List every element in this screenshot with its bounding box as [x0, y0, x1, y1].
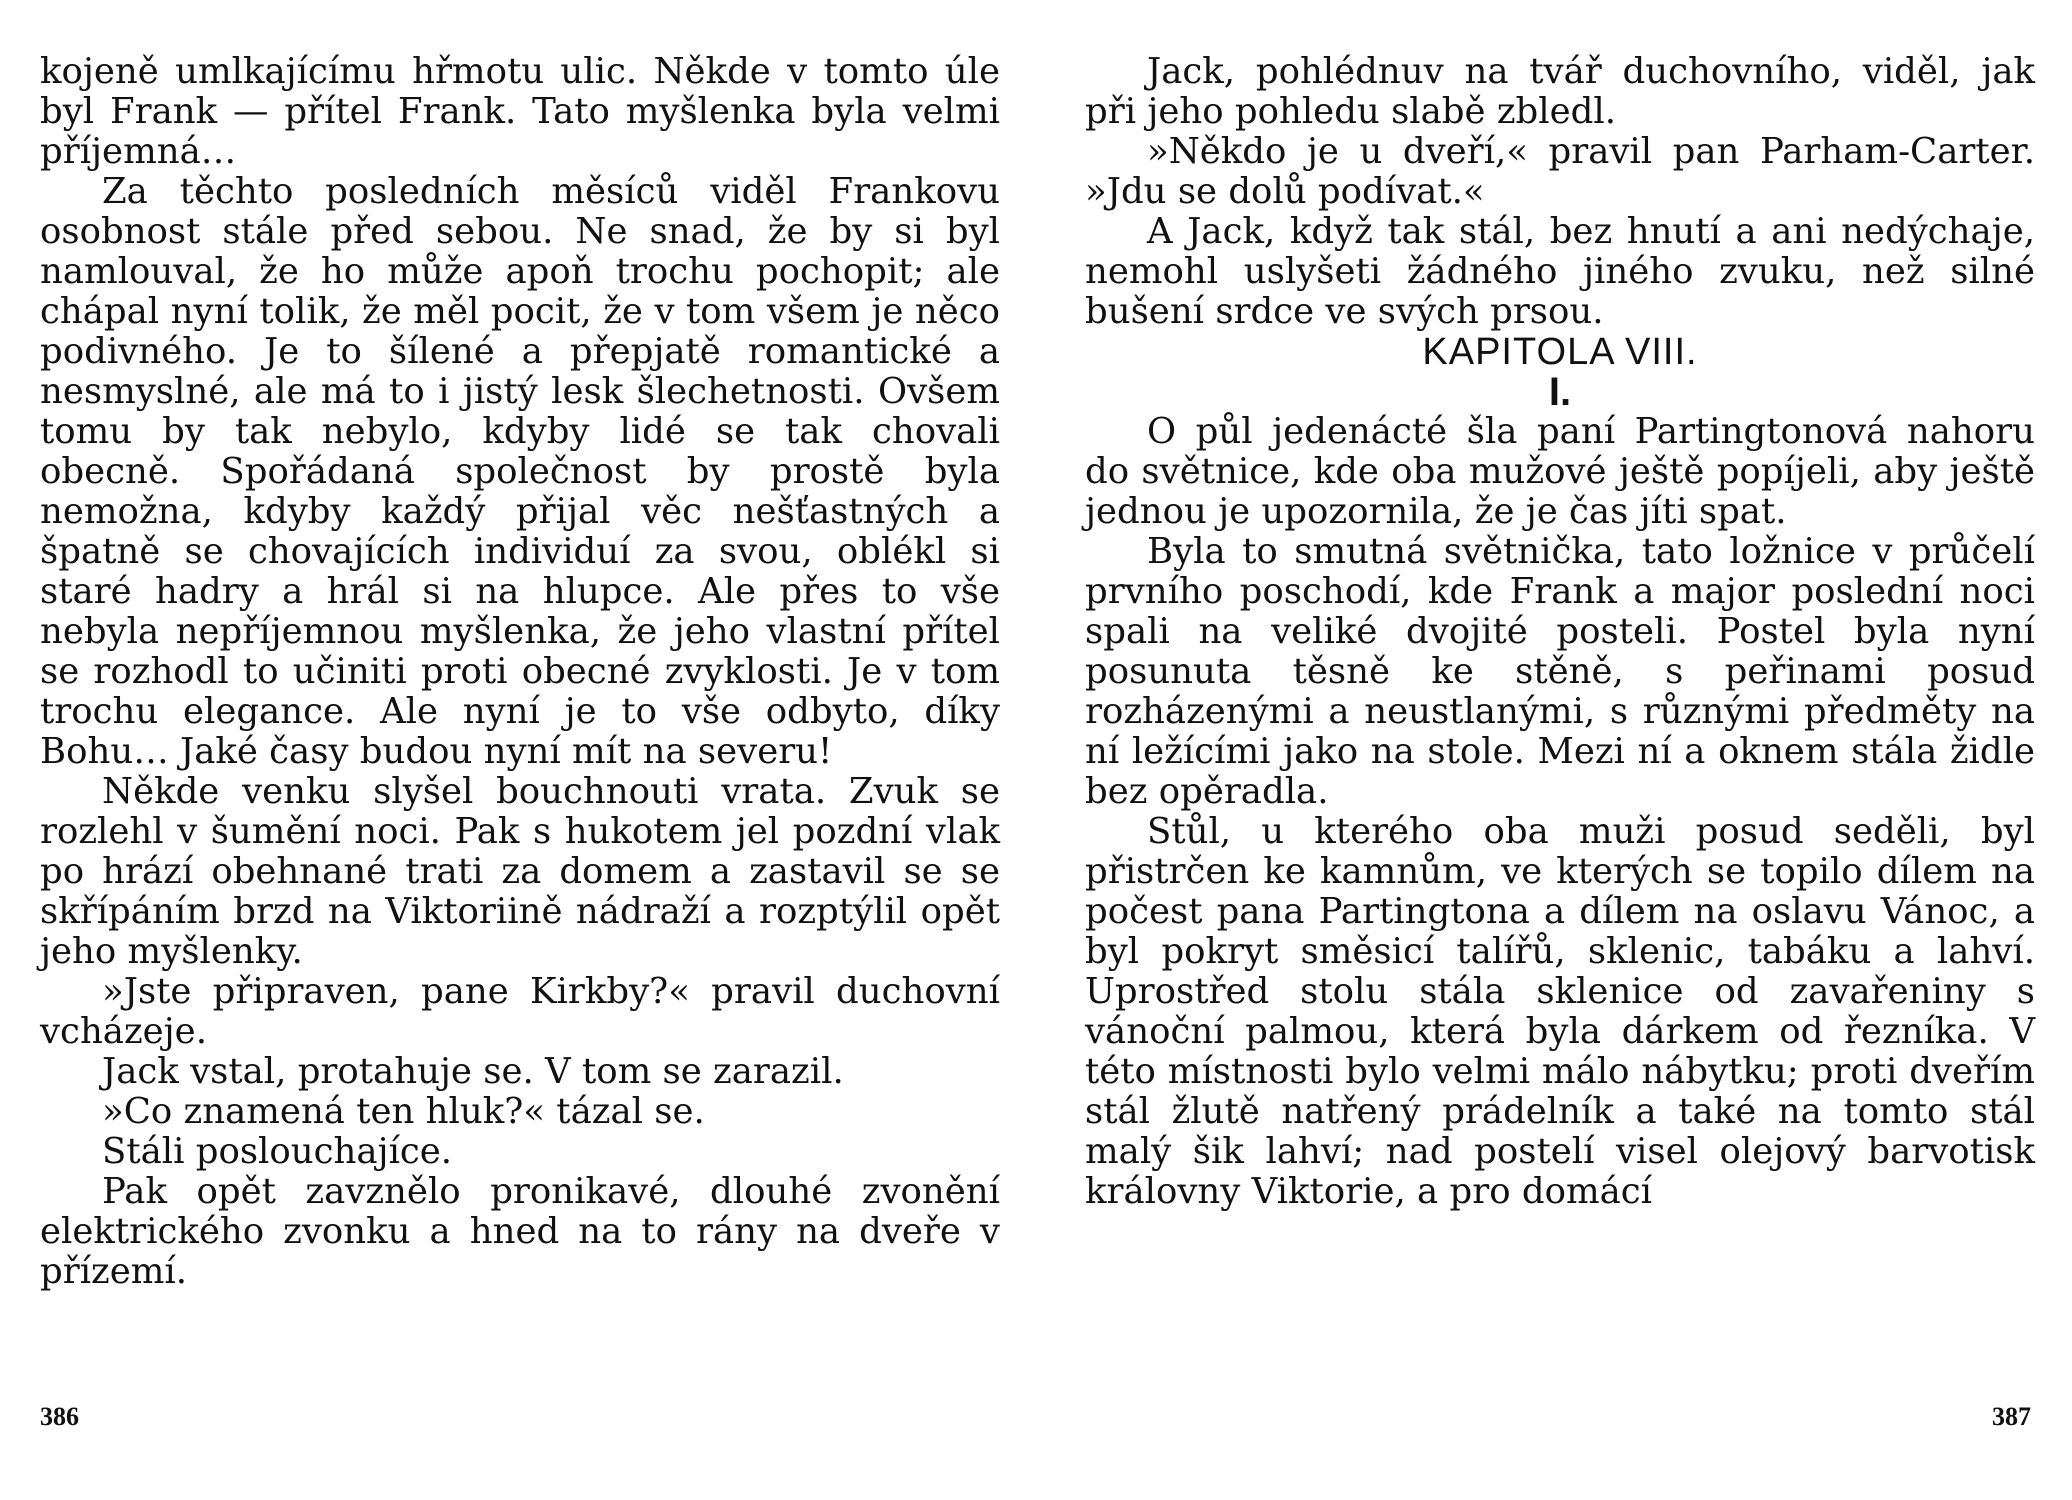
- paragraph: »Jste připraven, pane Kirkby?« pravil duchovní vcházeje.: [40, 971, 1000, 1052]
- paragraph: A Jack, když tak stál, bez hnutí a ani nedýchaje, nemohl uslyšeti žádného jiného zvuku, než silné bušení srdce ve svých prsou.: [1085, 211, 2035, 332]
- paragraph: O půl jedenácté šla paní Partingtonová nahoru do světnice, kde oba mužové ještě popíjeli, aby ještě jednou je upozornila, že je čas jíti spat.: [1085, 411, 2035, 532]
- page-number-left: 386: [40, 1402, 79, 1431]
- left-page: [40, 52, 1000, 1292]
- paragraph: Stáli poslouchajíce.: [102, 1131, 453, 1172]
- section-heading: I.: [1548, 370, 1572, 414]
- paragraph: »Někdo je u dveří,« pravil pan Parham-Carter. »Jdu se dolů podívat.«: [1085, 131, 2035, 212]
- paragraph: Byla to smutná světnička, tato ložnice v průčelí prvního poschodí, kde Frank a major poslední noci spali na veliké dvojité posteli. Postel byla nyní posunuta těsně ke stěně, s peřinami posud rozházenými a neustlanými, s různými předměty na ní ležícími jako na stole. Mezi ní a oknem stála židle bez opěradla.: [1085, 531, 2035, 812]
- paragraph: »Co znamená ten hluk?« tázal se.: [102, 1091, 705, 1132]
- paragraph: Jack, pohlédnuv na tvář duchovního, viděl, jak při jeho pohledu slabě zbledl.: [1085, 51, 2035, 132]
- paragraph: Někde venku slyšel bouchnouti vrata. Zvuk se rozlehl v šumění noci. Pak s hukotem jel pozdní vlak po hrází obehnané trati za domem a zastavil se se skřípáním brzd na Viktoriině nádraží a rozptýlil opět jeho myšlenky.: [40, 771, 1000, 972]
- paragraph: Stůl, u kterého oba muži posud seděli, byl přistrčen ke kamnům, ve kterých se topilo dílem na počest pana Partingtona a dílem na oslavu Vánoc, a byl pokryt směsicí talířů, sklenic, tabáku a lahví. Uprostřed stolu stála sklenice od zavařeniny s vánoční palmou, která byla dárkem od řezníka. V této místnosti bylo velmi málo nábytku; proti dveřím stál žlutě natřený prádelník a také na tomto stál malý šik lahví; nad postelí visel olejový barvotisk královny Viktorie, a pro domácí: [1085, 811, 2035, 1212]
- chapter-heading: KAPITOLA VIII.: [1422, 331, 1698, 373]
- right-page: [1085, 52, 2035, 1212]
- paragraph: Pak opět zavznělo pronikavé, dlouhé zvonění elektrického zvonku a hned na to rány na dveře v přízemí.: [40, 1171, 1000, 1292]
- paragraph: Jack vstal, protahuje se. V tom se zarazil.: [102, 1051, 844, 1092]
- paragraph: kojeně umlkajícímu hřmotu ulic. Někde v tomto úle byl Frank — přítel Frank. Tato myšlenka byla velmi příjemná…: [40, 51, 1000, 172]
- page-number-right: 387: [1992, 1402, 2031, 1431]
- paragraph: Za těchto posledních měsíců viděl Frankovu osobnost stále před sebou. Ne snad, že by si byl namlouval, že ho může apoň trochu pochopit; ale chápal nyní tolik, že měl pocit, že v tom všem je něco podivného. Je to šílené a přepjatě romantické a nesmyslné, ale má to i jistý lesk šlechetnosti. Ovšem tomu by tak nebylo, kdyby lidé se tak chovali obecně. Spořádaná společnost by prostě byla nemožna, kdyby každý přijal věc nešťastných a špatně se chovajících individuí za svou, oblékl si staré hadry a hrál si na hlupce. Ale přes to vše nebyla nepříjemnou myšlenka, že jeho vlastní přítel se rozhodl to učiniti proti obecné zvyklosti. Je v tom trochu elegance. Ale nyní je to vše odbyto, díky Bohu… Jaké časy budou nyní mít na severu!: [40, 171, 1000, 772]
